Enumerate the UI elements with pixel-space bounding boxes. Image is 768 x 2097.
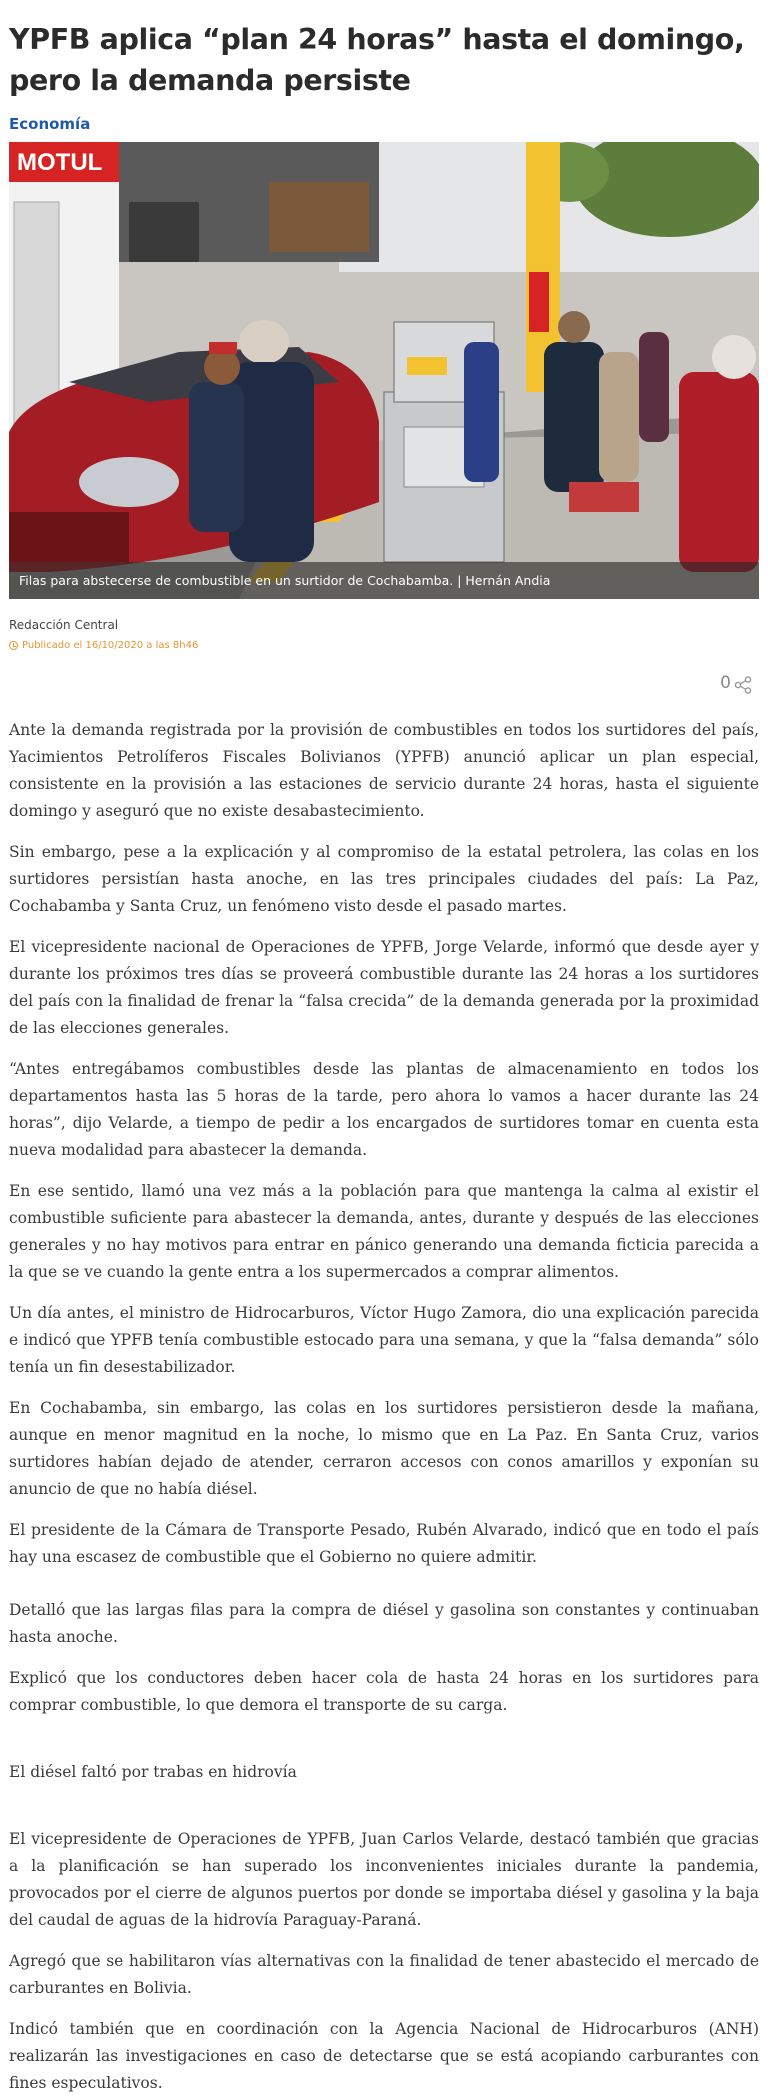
spacer bbox=[9, 1585, 759, 1597]
paragraph: El vicepresidente nacional de Operaciones de YPFB, Jorge Velarde, informó que desde ayer y durante los próximos tres días se proveerá combustible durante las 24 horas a los surtidores del país con la finalidad de frenar la “falsa crecida” de la demanda generada por la proximidad de las elecciones generales. bbox=[9, 938, 759, 1037]
paragraph: El presidente de la Cámara de Transporte Pesado, Rubén Alvarado, indicó que en todo el país hay una escasez de combustible que el Gobierno no quiere admitir. bbox=[9, 1521, 759, 1566]
article-body bbox=[9, 717, 759, 2097]
published-text: Publicado el 16/10/2020 a las 8h46 bbox=[22, 640, 199, 651]
gas-station-illustration bbox=[9, 142, 759, 599]
share-count: 0 bbox=[720, 673, 731, 693]
section-link[interactable]: Economía bbox=[9, 115, 91, 133]
subheading: El diésel faltó por trabas en hidrovía bbox=[9, 1763, 297, 1781]
paragraph: Detalló que las largas filas para la compra de diésel y gasolina son constantes y continuaban hasta anoche. bbox=[9, 1601, 759, 1646]
paragraph: “Antes entregábamos combustibles desde las plantas de almacenamiento en todos los departamentos hasta las 5 horas de la tarde, pero ahora lo vamos a hacer durante las 24 horas”, dijo Velarde, a tiempo de pedir a los encargados de surtidores tomar en cuenta esta nueva modalidad para abastecer la demanda. bbox=[9, 1060, 759, 1159]
paragraph: Explicó que los conductores deben hacer cola de hasta 24 horas en los surtidores para comprar combustible, lo que demora el transporte de su carga. bbox=[9, 1669, 759, 1714]
article-title: YPFB aplica “plan 24 horas” hasta el domingo, pero la demanda persiste bbox=[9, 23, 745, 97]
paragraph: En ese sentido, llamó una vez más a la población para que mantenga la calma al existir el combustible suficiente para abastecer la demanda, antes, durante y después de las elecciones generales y no hay motivos para entrar en pánico generando una demanda ficticia parecida a la que se ve cuando la gente entra a los supermercados a comprar alimentos. bbox=[9, 1182, 759, 1281]
paragraph: Sin embargo, pese a la explicación y al compromiso de la estatal petrolera, las colas en los surtidores persistían hasta anoche, en las tres principales ciudades del país: La Paz, Cochabamba y Santa Cruz, un fenómeno visto desde el pasado martes. bbox=[9, 843, 759, 915]
share-icon[interactable] bbox=[734, 676, 752, 694]
paragraph: El vicepresidente de Operaciones de YPFB, Juan Carlos Velarde, destacó también que gracias a la planificación se han superado los inconvenientes iniciales durante la pandemia, provocados por el cierre de algunos puertos por donde se importaba diésel y gasolina y la baja del caudal de aguas de la hidrovía Paraguay-Paraná. bbox=[9, 1830, 759, 1929]
paragraph: Un día antes, el ministro de Hidrocarburos, Víctor Hugo Zamora, dio una explicación parecida e indicó que YPFB tenía combustible estocado para una semana, y que la “falsa demanda” sólo tenía un fin desestabilizador. bbox=[9, 1304, 759, 1376]
author: Redacción Central bbox=[9, 618, 119, 632]
article-photo bbox=[9, 142, 759, 599]
paragraph: Indicó también que en coordinación con la Agencia Nacional de Hidrocarburos (ANH) realizarán las investigaciones en caso de detectarse que se está acopiando carburantes con fines especulativos. bbox=[9, 2020, 759, 2092]
paragraph: En Cochabamba, sin embargo, las colas en los surtidores persistieron desde la mañana, aunque en menor magnitud en la noche, lo mismo que en La Paz. En Santa Cruz, varios surtidores habían dejado de atender, cerraron accesos con conos amarillos y exponían su anuncio de que no había diésel. bbox=[9, 1399, 759, 1498]
published-date bbox=[9, 640, 760, 651]
photo-caption: Filas para abstecerse de combustible en un surtidor de Cochabamba. | Hernán Andia bbox=[9, 562, 759, 599]
paragraph: Agregó que se habilitaron vías alternativas con la finalidad de tener abastecido el mercado de carburantes en Bolivia. bbox=[9, 1952, 759, 1997]
paragraph: Ante la demanda registrada por la provisión de combustibles en todos los surtidores del país, Yacimientos Petrolíferos Fiscales Bolivianos (YPFB) anunció aplicar un plan especial, consistente en la provisión a las estaciones de servicio durante 24 horas, hasta el siguiente domingo y aseguró que no existe desabastecimiento. bbox=[9, 721, 759, 820]
shop-sign: MOTUL bbox=[17, 149, 103, 176]
share-bar bbox=[9, 671, 760, 699]
clock-icon bbox=[9, 641, 18, 650]
